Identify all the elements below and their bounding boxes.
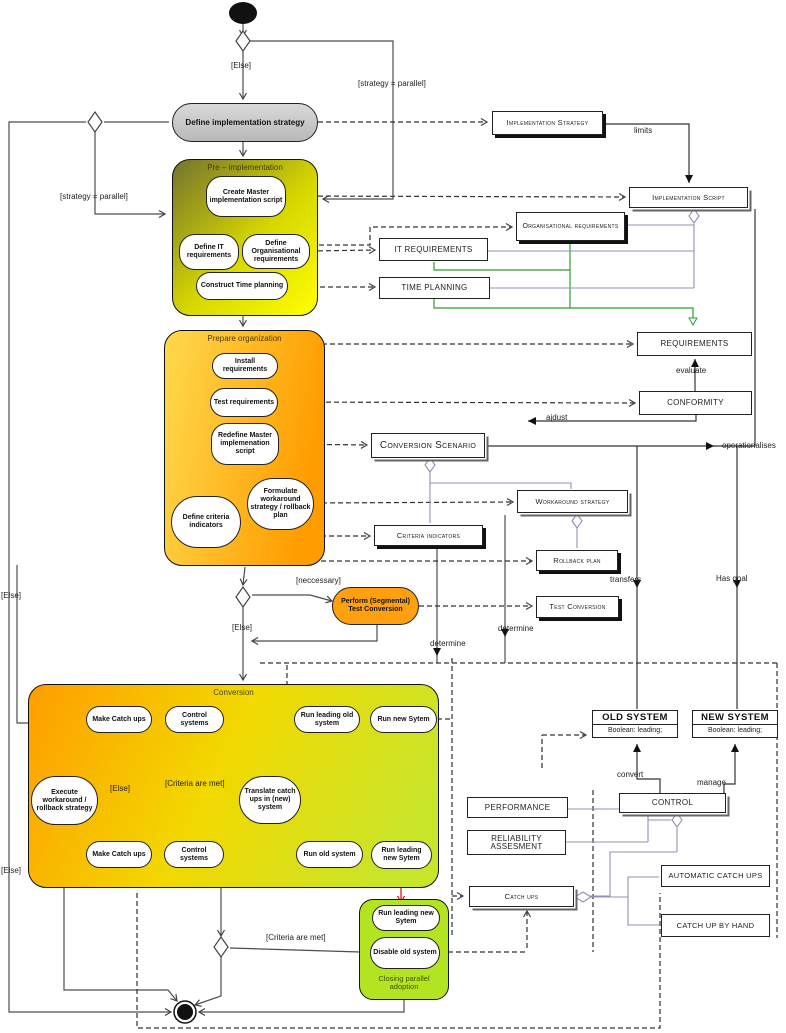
action-control-systems-1: Control systems [165,706,224,733]
object-criteria-indicators: Criteria indicators [374,525,483,546]
edge-label-manage: manage [697,778,726,787]
edge-label-neccessary: [neccessary] [296,576,341,585]
object-requirements: REQUIREMENTS [637,332,752,356]
edge-label-else-mid: [Else] [232,623,253,632]
action-formulate-workaround: Formulate workaround strategy / rollback plan [247,478,314,530]
object-conversion-scenario: Conversion Scenario [371,433,485,458]
action-execute-workaround: Execute workaround / rollback strategy [31,776,98,825]
action-run-leading-new-system-1: Run leading new Sytem [371,841,432,869]
class-attribute: Boolean: leading; [693,724,777,736]
action-create-master-script: Create Master implementation script [206,176,286,217]
final-node-core [177,1004,193,1020]
edge-label-transfers: transfers [610,575,642,584]
edge-label-evaluate: evaluate [676,366,707,375]
object-it-requirements: IT REQUIREMENTS [379,238,488,261]
action-disable-old-system: Disable old system [370,937,440,969]
object-catch-up-by-hand: CATCH UP BY HAND [661,914,770,937]
action-redefine-master-script: Redefine Master implemenation script [211,423,279,465]
action-install-requirements: Install requirements [212,353,278,379]
object-conformity: CONFORMITY [639,391,752,415]
object-performance: PERFORMANCE [467,797,568,818]
action-run-new-system: Run new Sytem [370,706,437,733]
action-construct-time-planning: Construct Time planning [196,272,288,300]
edge-label-else-top: [Else] [231,61,252,70]
action-define-criteria-indicators: Define criteria indicators [171,496,241,548]
action-run-old-system: Run old system [296,841,363,868]
class-attribute: Boolean: leading; [593,724,677,736]
object-workaround-strategy: Workaround strategy [517,490,628,513]
edge-label-ajdust: ajdust [546,413,568,422]
edge-label-strategy-parallel-left: [strategy = parallel] [60,192,128,201]
object-rollback-plan: Rollback plan [536,550,618,571]
edge-label-else-conversion: [Else] [110,784,131,793]
action-translate-catch-ups: Translate catch ups in (new) system [239,776,301,824]
object-implementation-strategy: Implementation Strategy [492,111,603,135]
start-node [229,2,257,24]
edge-label-else-far-left-2: [Else] [1,866,22,875]
edge-label-convert: convert [617,770,644,779]
action-control-systems-2: Control systems [164,841,224,868]
container-title: Conversion [213,688,254,697]
aggregation-lines [430,224,694,925]
action-make-catch-ups-1: Make Catch ups [86,706,152,733]
edge-label-determine-left: determine [430,639,466,648]
edge-label-limits: limits [634,126,653,135]
object-time-planning: TIME PLANNING [379,277,490,299]
action-define-it-requirements: Define IT requirements [179,234,239,270]
action-make-catch-ups-2: Make Catch ups [86,841,152,868]
object-control: CONTROL [619,793,726,813]
action-run-leading-new-system-2: Run leading new Sytem [372,905,440,931]
action-define-implementation-strategy: Define implementation strategy [172,103,318,142]
class-title: OLD SYSTEM [602,712,668,723]
action-test-requirements: Test requirements [210,388,278,417]
action-perform-test-conversion: Perform (Segmental) Test Conversion [332,587,419,625]
object-implementation-script: Implementation Script [629,187,748,208]
edge-label-strategy-parallel-top: [strategy = parallel] [358,79,426,88]
container-title: Prepare organization [207,334,282,343]
object-test-conversion: Test Conversion [536,596,619,618]
action-run-leading-old-system: Run leading old system [294,706,360,733]
object-reliability-assesment: RELIABILITY ASSESMENT [467,830,566,855]
class-old-system [592,710,678,738]
container-title: Pre – implementation [207,163,283,172]
object-organisational-requirements: Organisational requirements [516,212,625,241]
edge-label-has-goal: Has goal [716,574,748,583]
object-catch-ups: Catch ups [469,886,574,907]
edge-label-determine-right: determine [498,624,534,633]
edge-label-else-far-left-1: [Else] [1,591,22,600]
action-define-org-requirements: Define Organisational requirements [242,234,310,269]
class-new-system [692,710,778,738]
edge-label-operationalises: operationalises [722,441,776,450]
container-title: Closing parallel adoption [378,974,430,991]
edge-label-criteria-met-conversion: [Criteria are met] [165,779,225,788]
object-automatic-catch-ups: AUTOMATIC CATCH UPS [661,865,770,887]
class-title: NEW SYSTEM [701,712,769,723]
edge-label-criteria-met-bottom: [Criteria are met] [266,933,326,942]
